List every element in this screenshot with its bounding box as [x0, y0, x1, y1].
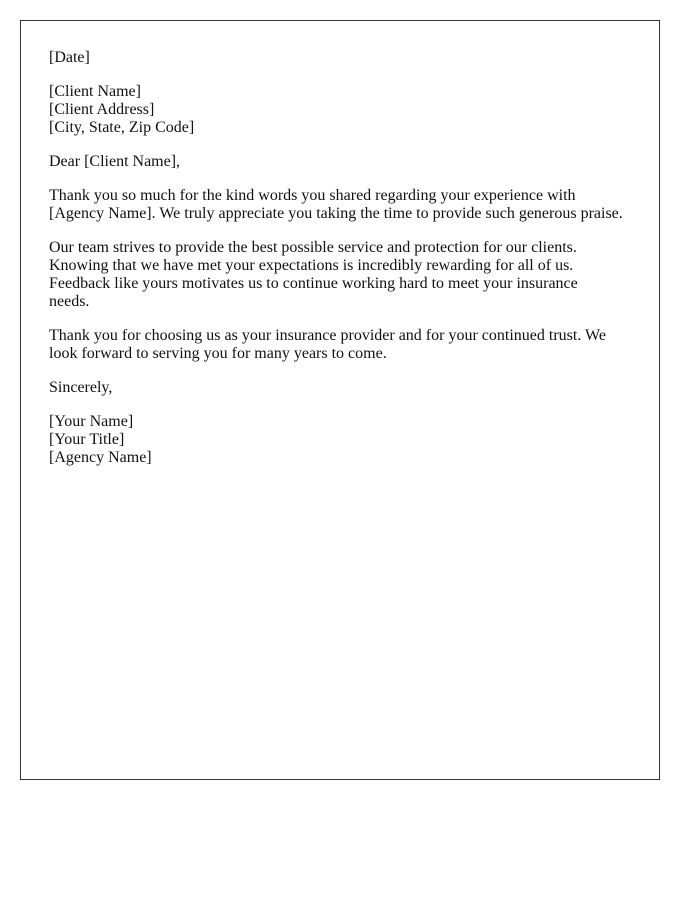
closing: Sincerely, — [49, 379, 113, 396]
recipient-name: [Client Name] — [49, 83, 141, 100]
letter-date: [Date] — [49, 49, 90, 66]
recipient-city-state-zip: [City, State, Zip Code] — [49, 119, 195, 136]
salutation: Dear [Client Name], — [49, 153, 181, 170]
body-paragraph-1: Thank you so much for the kind words you shared regarding your experience with [Agency Name]. We truly appreciate you taking the time to provide such generous praise. — [49, 187, 623, 222]
signature-block — [49, 413, 631, 467]
signature-name: [Your Name] — [49, 413, 134, 430]
body-paragraph-3: Thank you for choosing us as your insurance provider and for your continued trust. We look forward to serving you for many years to come. — [49, 327, 606, 362]
recipient-block — [49, 83, 631, 137]
letter-page — [20, 20, 660, 780]
signature-agency: [Agency Name] — [49, 449, 152, 466]
body-paragraph-2: Our team strives to provide the best possible service and protection for our clients. Knowing that we have met your expectations is incredibly rewarding for all of us. Feedback like yours motivates us to continue working hard to meet your insurance needs. — [49, 239, 578, 310]
signature-title: [Your Title] — [49, 431, 125, 448]
recipient-address: [Client Address] — [49, 101, 155, 118]
